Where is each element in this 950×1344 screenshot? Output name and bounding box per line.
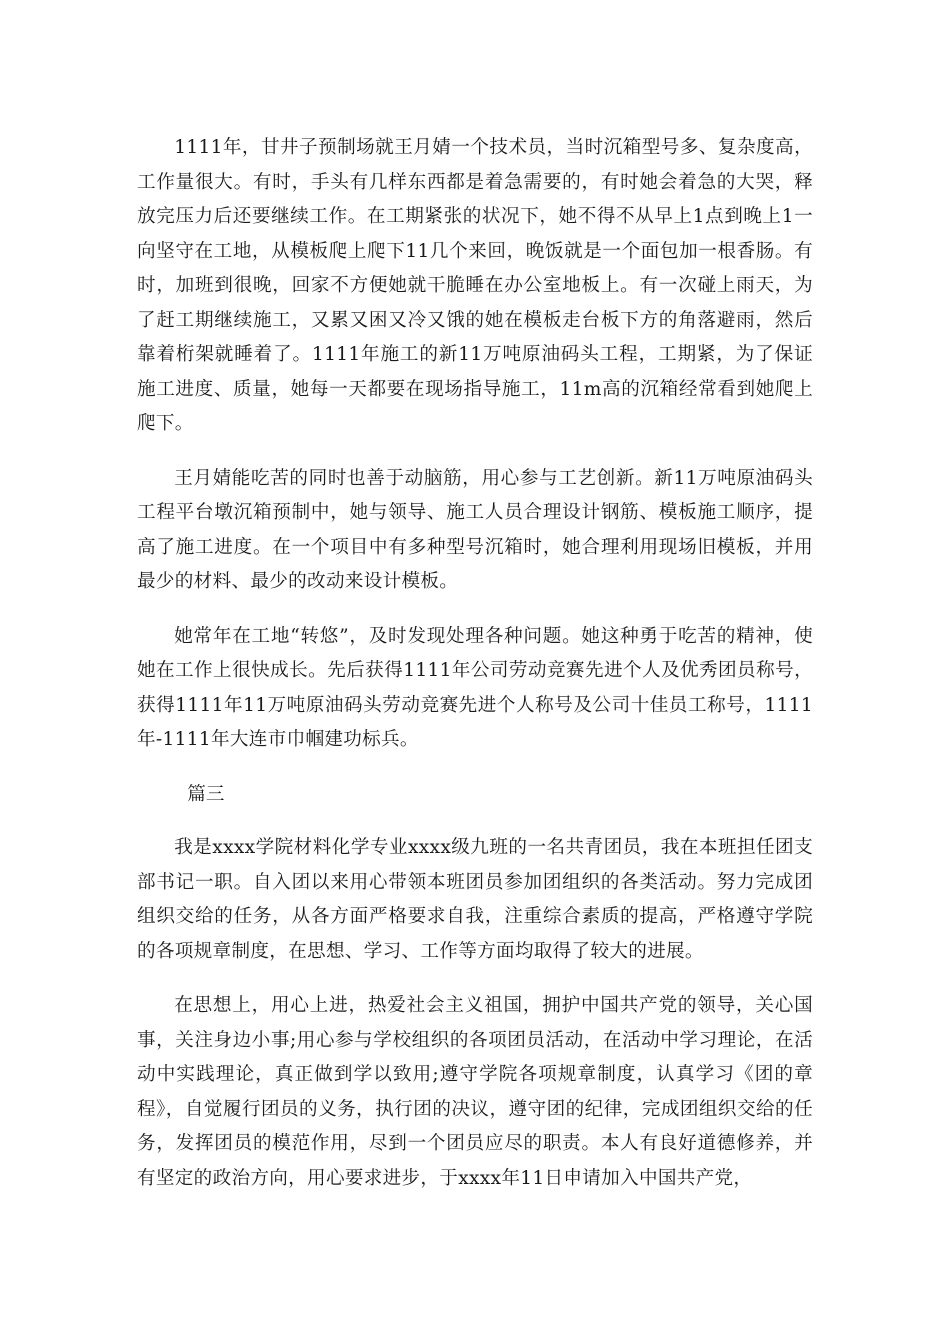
document-page <box>137 131 813 1216</box>
section-paragraph-1: 我是xxxx学院材料化学专业xxxx级九班的一名共青团员，我在本班担任团支部书记一职。自入团以来用心带领本班团员参加团组织的各类活动。努力完成团组织交给的任务，从各方面严格要求自我，注重综合素质的提高，严格遵守学院的各项规章制度，在思想、学习、工作等方面均取得了较大的进展。 <box>137 837 813 962</box>
section-title: 篇三 <box>187 783 225 805</box>
paragraph-3: 她常年在工地“转悠”，及时发现处理各种问题。她这种勇于吃苦的精神，使她在工作上很快成长。先后获得1111年公司劳动竞赛先进个人及优秀团员称号，获得1111年11万吨原油码头劳动竞赛先进个人称号及公司十佳员工称号，1111年-1111年大连市巾帼建功标兵。 <box>137 625 813 750</box>
section-paragraph-2: 在思想上，用心上进，热爱社会主义祖国，拥护中国共产党的领导，关心国事，关注身边小事;用心参与学校组织的各项团员活动，在活动中学习理论，在活动中实践理论，真正做到学以致用;遵守学院各项规章制度，认真学习《团的章程》，自觉履行团员的义务，执行团的决议，遵守团的纪律，完成团组织交给的任务，发挥团员的模范作用，尽到一个团员应尽的职责。本人有良好道德修养，并有坚定的政治方向，用心要求进步，于xxxx年11日申请加入中国共产党， <box>137 995 813 1189</box>
paragraph-2: 王月婧能吃苦的同时也善于动脑筋，用心参与工艺创新。新11万吨原油码头工程平台墩沉箱预制中，她与领导、施工人员合理设计钢筋、模板施工顺序，提高了施工进度。在一个项目中有多种型号沉箱时，她合理利用现场旧模板，并用最少的材料、最少的改动来设计模板。 <box>137 467 813 592</box>
paragraph-1: 1111年，甘井子预制场就王月婧一个技术员，当时沉箱型号多、复杂度高，工作量很大。有时，手头有几样东西都是着急需要的，有时她会着急的大哭，释放完压力后还要继续工作。在工期紧张的状况下，她不得不从早上1点到晚上1一向坚守在工地，从模板爬上爬下11几个来回，晚饭就是一个面包加一根香肠。有时，加班到很晚，回家不方便她就干脆睡在办公室地板上。有一次碰上雨天，为了赶工期继续施工，又累又困又冷又饿的她在模板走台板下方的角落避雨，然后靠着桁架就睡着了。1111年施工的新11万吨原油码头工程，工期紧，为了保证施工进度、质量，她每一天都要在现场指导施工，11m高的沉箱经常看到她爬上爬下。 <box>137 137 813 434</box>
